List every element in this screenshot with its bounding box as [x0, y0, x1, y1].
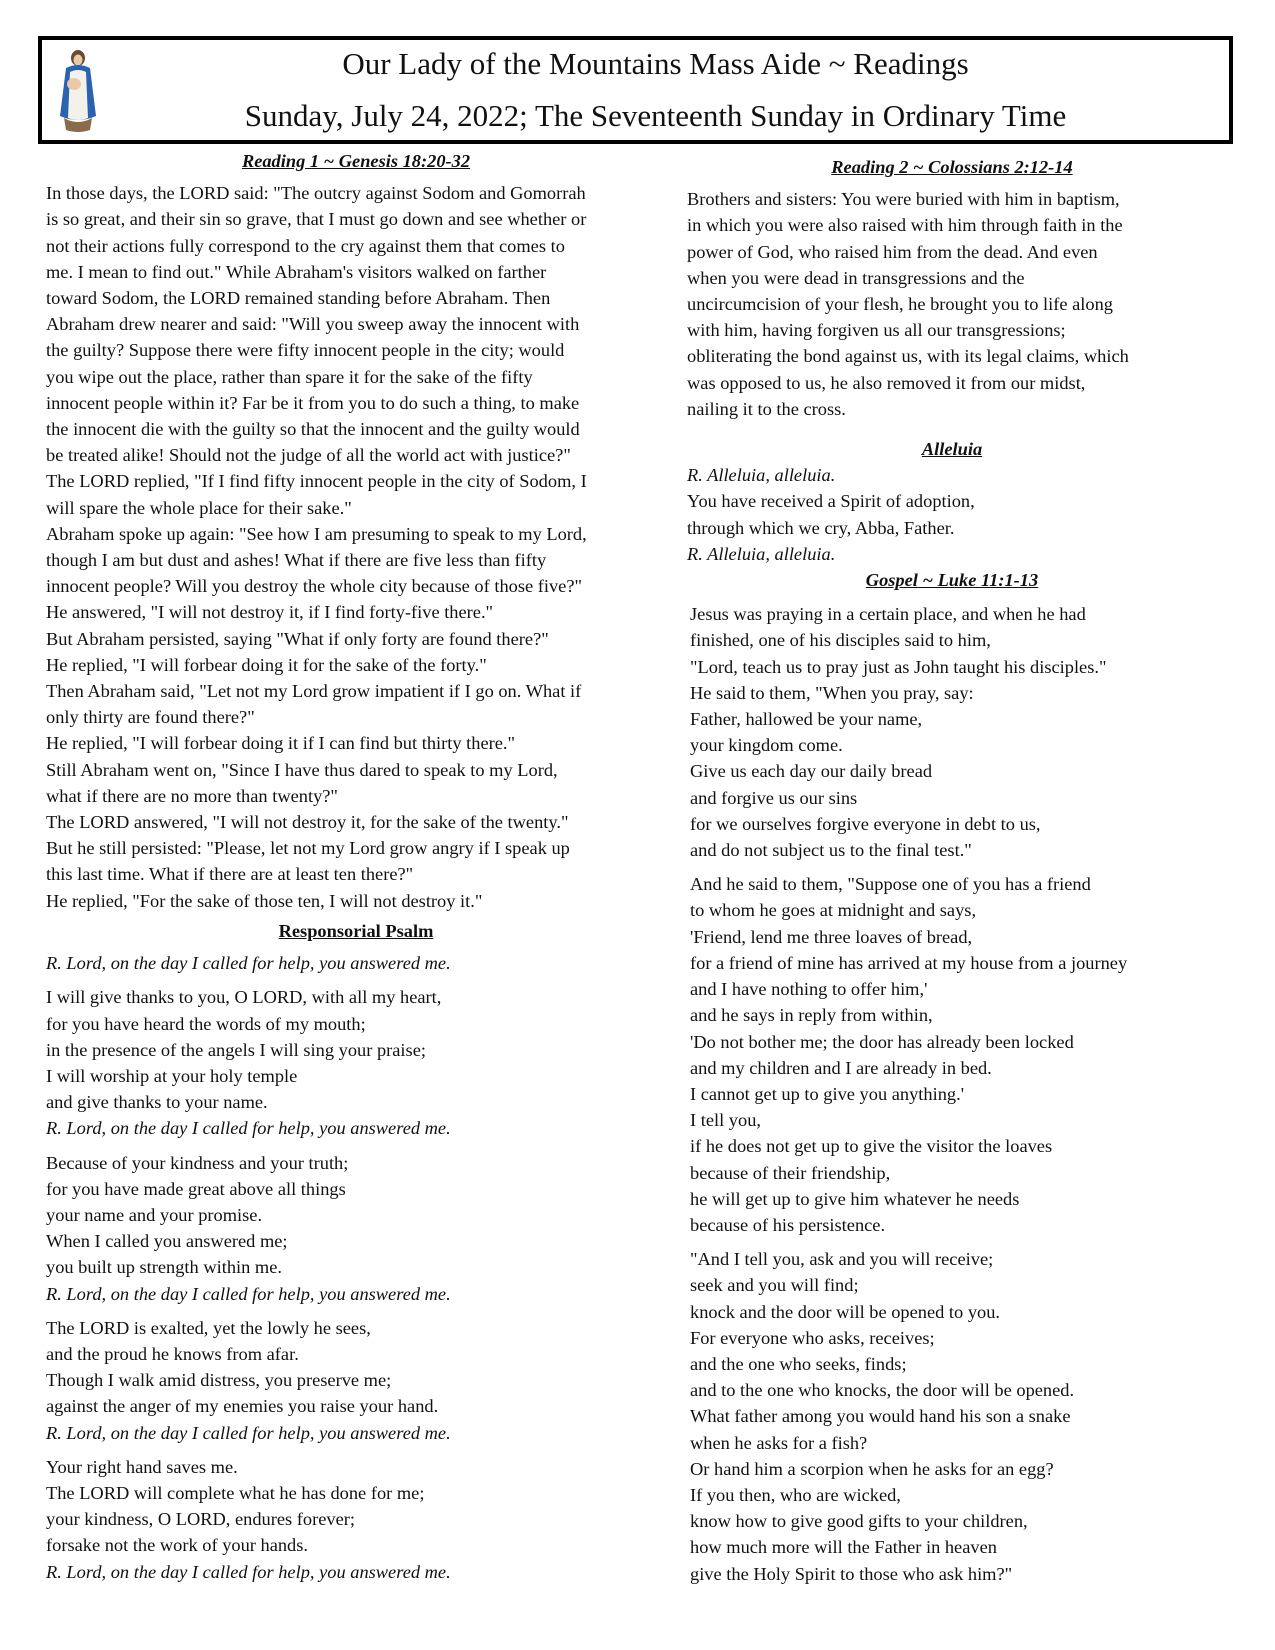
- reading1-text: [46, 180, 666, 914]
- alleluia-line: through which we cry, Abba, Father.: [687, 517, 955, 538]
- page-subtitle: Sunday, July 24, 2022; The Seventeenth Sunday in Ordinary Time: [244, 98, 1067, 133]
- reading1-line: Then Abraham said, "Let not my Lord grow impatient if I go on. What if: [46, 681, 582, 702]
- psalm-line: and the proud he knows from afar.: [46, 1343, 299, 1364]
- gospel-line: and he says in reply from within,: [690, 1005, 933, 1026]
- reading2-line: obliterating the bond against us, with its legal claims, which: [687, 346, 1129, 367]
- psalm-response: R. Lord, on the day I called for help, you answered me.: [46, 1283, 451, 1304]
- reading1-line: the innocent die with the guilty so that the innocent and the guilty would: [46, 419, 580, 440]
- reading1-line: what if there are no more than twenty?": [46, 785, 338, 806]
- psalm-stanzas: [46, 976, 666, 1584]
- reading1-line: He replied, "I will forbear doing it for the sake of the forty.": [46, 654, 487, 675]
- psalm-line: I will give thanks to you, O LORD, with all my heart,: [46, 987, 442, 1008]
- gospel-line: Or hand him a scorpion when he asks for an egg?: [690, 1458, 1054, 1479]
- reading2-line: with him, having forgiven us all our transgressions;: [687, 320, 1066, 341]
- psalm-line: you built up strength within me.: [46, 1257, 282, 1278]
- reading1-line: though I am but dust and ashes! What if there are five less than fifty: [46, 550, 547, 571]
- gospel-line: because of his persistence.: [690, 1214, 886, 1235]
- alleluia-response: R. Alleluia, alleluia.: [687, 543, 836, 564]
- reading2-line: Brothers and sisters: You were buried with him in baptism,: [687, 189, 1120, 210]
- reading1-line: only thirty are found there?": [46, 707, 255, 728]
- reading1-line: me. I mean to find out." While Abraham's visitors walked on farther: [46, 261, 547, 282]
- gospel-line: if he does not get up to give the visitor the loaves: [690, 1136, 1053, 1157]
- gospel-line: Give us each day our daily bread: [690, 761, 933, 782]
- reading1-line: He replied, "For the sake of those ten, I will not destroy it.": [46, 890, 483, 911]
- gospel-line: and forgive us our sins: [690, 787, 858, 808]
- psalm-line: Your right hand saves me.: [46, 1456, 238, 1477]
- gospel-line: how much more will the Father in heaven: [690, 1537, 997, 1558]
- reading1-line: this last time. What if there are at least ten there?": [46, 864, 414, 885]
- gospel-line: when he asks for a fish?: [690, 1432, 868, 1453]
- psalm-response: R. Lord, on the day I called for help, you answered me.: [46, 1422, 451, 1443]
- gospel-line: Jesus was praying in a certain place, and when he had: [690, 604, 1086, 625]
- gospel-line: for we ourselves forgive everyone in debt to us,: [690, 813, 1041, 834]
- reading1-line: Abraham drew nearer and said: "Will you sweep away the innocent with: [46, 314, 580, 335]
- reading2-text: [687, 186, 1242, 422]
- reading1-line: But Abraham persisted, saying "What if only forty are found there?": [46, 628, 549, 649]
- reading1-line: Abraham spoke up again: "See how I am presuming to speak to my Lord,: [46, 523, 587, 544]
- reading1-line: But he still persisted: "Please, let not my Lord grow angry if I speak up: [46, 838, 570, 859]
- gospel-line: If you then, who are wicked,: [690, 1484, 901, 1505]
- psalm-response: R. Lord, on the day I called for help, you answered me.: [46, 1118, 451, 1139]
- reading2-line: nailing it to the cross.: [687, 398, 846, 419]
- gospel-line: and to the one who knocks, the door will be opened.: [690, 1380, 1075, 1401]
- gospel-line: "And I tell you, ask and you will receive;: [690, 1249, 994, 1270]
- gospel-line: for a friend of mine has arrived at my house from a journey: [690, 952, 1128, 973]
- reading1-line: will spare the whole place for their sake.": [46, 497, 352, 518]
- alleluia-heading: Alleluia: [921, 439, 983, 460]
- gospel-line: give the Holy Spirit to those who ask him?": [690, 1563, 1013, 1584]
- psalm-line: The LORD is exalted, yet the lowly he sees,: [46, 1317, 371, 1338]
- gospel-line: because of their friendship,: [690, 1162, 891, 1183]
- gospel-line: 'Do not bother me; the door has already been locked: [690, 1031, 1074, 1052]
- psalm-line: When I called you answered me;: [46, 1231, 288, 1252]
- gospel-line: know how to give good gifts to your children,: [690, 1511, 1028, 1532]
- psalm-response: R. Lord, on the day I called for help, you answered me.: [46, 1561, 451, 1582]
- psalm-response: R. Lord, on the day I called for help, you answered me.: [46, 953, 451, 974]
- gospel-line: I cannot get up to give you anything.': [690, 1083, 965, 1104]
- gospel-line: your kingdom come.: [690, 735, 843, 756]
- reading2-line: uncircumcision of your flesh, he brought you to life along: [687, 294, 1113, 315]
- gospel-line: What father among you would hand his son a snake: [690, 1406, 1071, 1427]
- alleluia-response: R. Alleluia, alleluia.: [687, 465, 836, 486]
- gospel-line: he will get up to give him whatever he needs: [690, 1188, 1020, 1209]
- gospel-line: And he said to them, "Suppose one of you has a friend: [690, 874, 1091, 895]
- gospel-heading: Gospel ~ Luke 11:1-13: [865, 570, 1039, 591]
- gospel-line: finished, one of his disciples said to him,: [690, 630, 991, 651]
- reading1-line: The LORD replied, "If I find fifty innocent people in the city of Sodom, I: [46, 471, 587, 492]
- gospel-text: [690, 601, 1242, 1587]
- reading1-line: In those days, the LORD said: "The outcry against Sodom and Gomorrah: [46, 183, 586, 204]
- reading2-line: when you were dead in transgressions and the: [687, 267, 1025, 288]
- psalm-line: Because of your kindness and your truth;: [46, 1152, 349, 1173]
- gospel-line: and I have nothing to offer him,': [690, 979, 928, 1000]
- psalm-line: your kindness, O LORD, endures forever;: [46, 1509, 355, 1530]
- gospel-line: to whom he goes at midnight and says,: [690, 900, 977, 921]
- psalm-line: Though I walk amid distress, you preserve me;: [46, 1370, 392, 1391]
- reading2-line: in which you were also raised with him through faith in the: [687, 215, 1123, 236]
- alleluia-block: [687, 462, 1242, 567]
- psalm-line: your name and your promise.: [46, 1204, 263, 1225]
- gospel-line: 'Friend, lend me three loaves of bread,: [690, 926, 973, 947]
- left-column: [46, 148, 666, 1585]
- reading1-line: He answered, "I will not destroy it, if I find forty-five there.": [46, 602, 494, 623]
- reading1-line: be treated alike! Should not the judge of all the world act with justice?": [46, 445, 571, 466]
- reading1-line: the guilty? Suppose there were fifty innocent people in the city; would: [46, 340, 565, 361]
- alleluia-line: You have received a Spirit of adoption,: [687, 491, 975, 512]
- gospel-line: and do not subject us to the final test.": [690, 840, 972, 861]
- gospel-line: He said to them, "When you pray, say:: [690, 682, 974, 703]
- psalm-line: forsake not the work of your hands.: [46, 1535, 309, 1556]
- reading2-line: was opposed to us, he also removed it from our midst,: [687, 372, 1086, 393]
- psalm-line: and give thanks to your name.: [46, 1092, 268, 1113]
- reading1-line: The LORD answered, "I will not destroy it, for the sake of the twenty.": [46, 812, 569, 833]
- reading2-heading: Reading 2 ~ Colossians 2:12-14: [831, 157, 1073, 177]
- right-column: [687, 154, 1242, 1587]
- psalm-line: The LORD will complete what he has done for me;: [46, 1482, 425, 1503]
- reading1-line: innocent people within it? Far be it from you to do such a thing, to make: [46, 392, 580, 413]
- psalm-line: in the presence of the angels I will sing your praise;: [46, 1039, 426, 1060]
- reading1-line: innocent people? Will you destroy the whole city because of those five?": [46, 576, 583, 597]
- reading2-line: power of God, who raised him from the dead. And even: [687, 241, 1098, 262]
- reading1-line: you wipe out the place, rather than spare it for the sake of the fifty: [46, 366, 533, 387]
- gospel-line: and my children and I are already in bed.: [690, 1057, 992, 1078]
- gospel-line: knock and the door will be opened to you.: [690, 1301, 1001, 1322]
- gospel-line: "Lord, teach us to pray just as John taught his disciples.": [690, 656, 1107, 677]
- gospel-line: I tell you,: [690, 1110, 761, 1131]
- reading1-line: Still Abraham went on, "Since I have thus dared to speak to my Lord,: [46, 759, 558, 780]
- page-title: Our Lady of the Mountains Mass Aide ~ Readings: [342, 46, 969, 81]
- psalm-heading: Responsorial Psalm: [278, 920, 434, 941]
- gospel-line: seek and you will find;: [690, 1275, 859, 1296]
- gospel-line: Father, hallowed be your name,: [690, 709, 923, 730]
- reading1-line: He replied, "I will forbear doing it if I can find but thirty there.": [46, 733, 516, 754]
- reading1-heading: Reading 1 ~ Genesis 18:20-32: [241, 151, 471, 171]
- reading1-line: is so great, and their sin so grave, that I must go down and see whether or: [46, 209, 587, 230]
- psalm-line: for you have made great above all things: [46, 1178, 346, 1199]
- gospel-line: For everyone who asks, receives;: [690, 1327, 935, 1348]
- gospel-line: and the one who seeks, finds;: [690, 1353, 907, 1374]
- reading1-line: toward Sodom, the LORD remained standing before Abraham. Then: [46, 288, 551, 309]
- psalm-line: I will worship at your holy temple: [46, 1065, 298, 1086]
- page-header: [38, 36, 1233, 144]
- psalm-line: against the anger of my enemies you raise your hand.: [46, 1396, 439, 1417]
- psalm-line: for you have heard the words of my mouth;: [46, 1013, 366, 1034]
- reading1-line: not their actions fully correspond to the cry against them that comes to: [46, 235, 565, 256]
